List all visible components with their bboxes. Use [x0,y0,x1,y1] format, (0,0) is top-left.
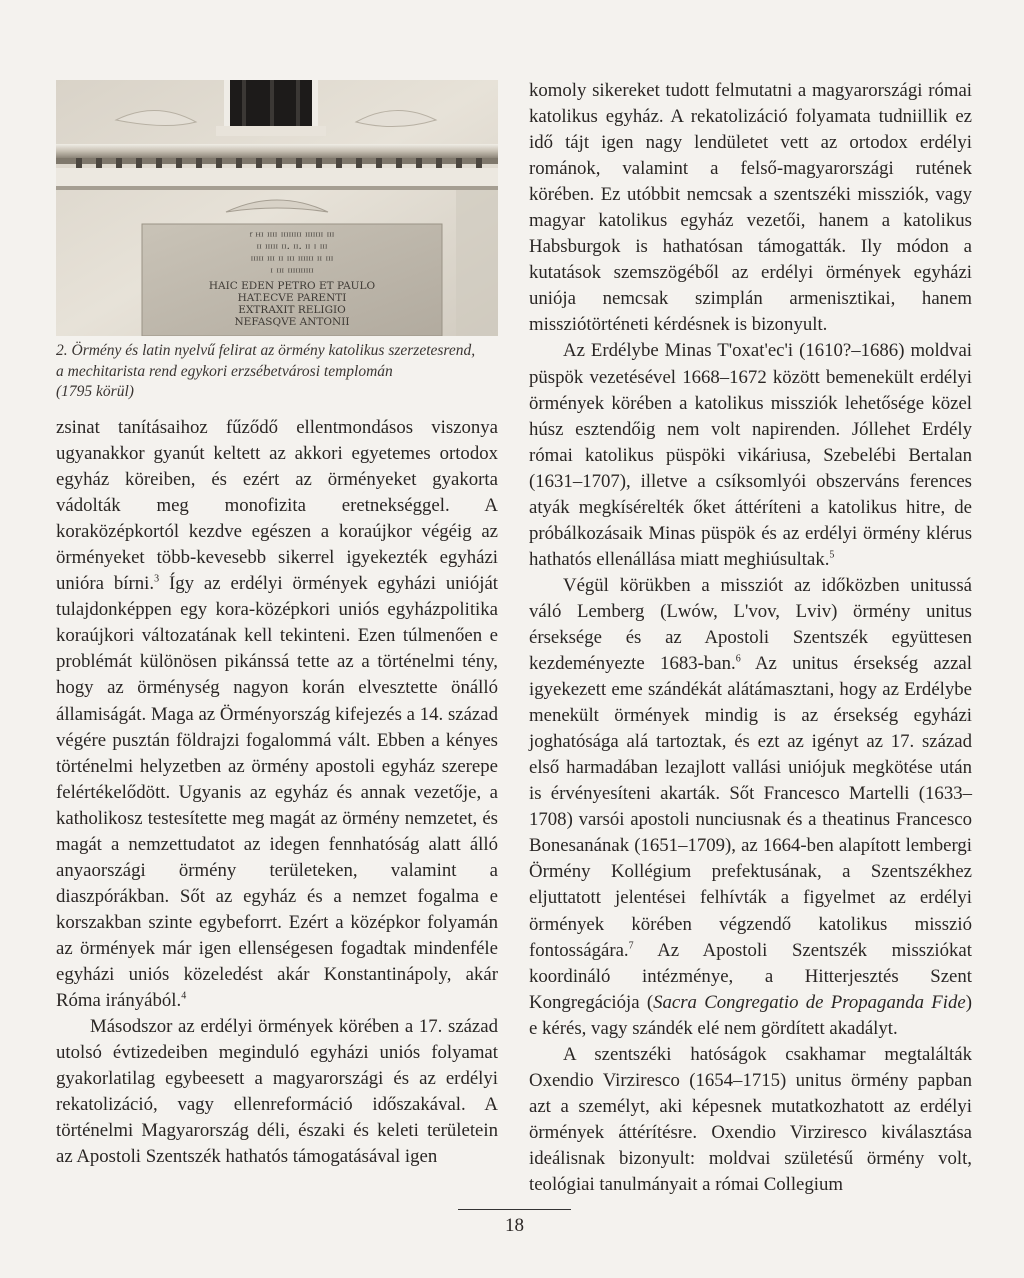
paragraph-text: zsinat tanításaihoz fűződő ellentmondásos viszonya ugyanakkor gyanút keltett az akkori egyetemes ortodox egyház köreiben, és ezért az örményeket gyakorta vádolták meg monofizita eretnekséggel. A koraközépkortól kezdve egészen a koraújkor végéig az örményeket több-kevesebb sikerrel igyekezték egyházi unióra bírni. [56,417,498,595]
inscription-line: ᴵᴵ ᴵᴵᴵᴵᴵ ᴵᴵ· ᴵᴵ· ᴵᴵ ᴵ ᴵᴵᴵ [256,243,328,255]
paragraph: A szentszéki hatóságok csakhamar megtalálták Oxendio Virziresco (1654–1715) unitus örmény papban azt a személyt, aki képesnek mutatkozhatott az erdélyi örmények áttérítésre. Oxendio Virziresco kiválasztása ideálisnak bizonyult: moldvai születésű örmény volt, teológiai tanulmányait a római Collegium [529,1043,972,1195]
inscription-line: HAIC EDEN PETRO ET PAULO [208,280,376,292]
footnote-ref: 6 [735,653,741,665]
paragraph [529,338,972,572]
paragraph-text: ) e kérés, vagy szándék elé nem gördített akadályt. [529,991,972,1039]
page-number: 18 [505,1215,524,1236]
inscription-line: EXTRAXIT RELIGIO [238,304,346,316]
inscription-line: ᴵᴵᴵᴵᴵ ᴵᴵᴵ ᴵᴵ ᴵᴵᴵ ᴵᴵᴵᴵᴵᴵ ᴵᴵ ᴵᴵᴵ [250,255,334,267]
inscription-line: ᶠ ᴴᴵ ᴵᴵᴵᴵ ᴵᴵᴵᴵᴵᴵᴵᴵ ᴵᴵᴵᴵᴵᴵᴵ ᴵᴵᴵ [249,231,335,243]
inscription-line: ᴵ ᴵᴵᴵ ᴵᴵᴵᴵᴵᴵᴵᴵᴵᴵ [270,267,314,279]
footnote-ref: 3 [154,574,160,586]
paragraph-text: Így az erdélyi örmények egyházi unióját tulajdonképpen egy kora-középkori uniós egyházpolitika koraújkori változatának kell tekinteni. Ezen túlmenően e problémát különösen pikánssá tette az a történelmi tény, hogy az örménység nagyon korán elvesztette önálló államiságát. Maga az Örményország kifejezés a 14. század végére pusztán földrajzi fogalommá vált. Ebben a kényes történelmi helyzetben az örmény apostoli egyház szerepe felértékelődött. Ugyanis az egyház és annak vezetője, a katholikosz testesítette meg magát az örmény nemzetet, és magát a nemzettudatot az idegen fennhatóság alatt álló anyaországi örmény területeken, valamint a diaszpórákban. Sőt az egyház és a nemzet fogalma e korszakban szinte egybeforrt. Ezért a középkor folyamán az örmények már igen ellenségesen fogadtak mindenféle egyházi uniós közeledést akár Konstantinápoly, akár Róma irányából. [56,573,499,1012]
inscription-line: NEFASQVE ANTONII [234,316,350,328]
left-text-column [56,415,498,1170]
footnote-ref: 4 [181,990,187,1002]
paragraph [56,415,498,1014]
footnote-ref: 5 [829,549,835,561]
paragraph: Másodszor az erdélyi örmények körében a 17. század utolsó évtizedeiben meginduló egyházi uniós folyamat gyakorlatilag egybeesett a magyarországi és az erdélyi rekatolizáció, vagy ellenreformáció időszakával. A történelmi Magyarország déli, északi és keleti területein az Apostoli Szentszék hathatós támogatásával igen [56,1016,498,1168]
paragraph [529,573,972,1042]
right-text-column [529,78,972,1198]
caption-line: Örmény és latin nyelvű felirat az örmény katolikus szerzetesrend, [71,342,476,359]
paragraph-text: Az unitus érsekség azzal igyekezett eme szándékát alátámasztani, hogy az Erdélybe menekült örmények mindig is az érsekség egyházi joghatósága alá tartoztak, és ezt az igényt az 17. század első harmadában lezajlott vallási uniójuk megkötése után is érvényesíteni akarták. Sőt Francesco Martelli (1633–1708) varsói apostoli nunciusnak és a theatinus Francesco Bonesanának (1651–1709), az 1664-ben alapított lembergi Örmény Kollégium prefektusának, a Szentszékhez eljuttatott jelentései felhívták a figyelmet az erdélyi örmények körében végzendő katolikus misszió fontosságára. [529,653,972,961]
caption-line: a mechitarista rend egykori erzsébetvárosi templomán [56,362,393,380]
latin-title: Sacra Congregatio de Propaganda Fide [653,991,966,1013]
caption-line: (1795 körül) [56,383,134,400]
inscription-line: HAT.ECVE PARENTI [237,292,347,304]
paragraph-text: Az Erdélybe Minas T'oxat'ec'i (1610?–1686) moldvai püspök vezetésével 1668–1672 között bemenekült erdélyi örmények körében a katolikus missziók lehetősége közel húsz esztendőig nem volt napirenden. Jóllehet Erdély római katolikus püspöki vikáriusa, Szebelébi Bertalan (1631–1707), illetve a csíksomlyói obszerváns ferences atyák megkísérelték őket áttéríteni a katolikus hitre, de próbálkozásaik Minas püspök és az erdélyi örmény klérus hathatós ellenállása miatt meghiúsultak. [529,340,972,570]
inscription-photo [56,80,498,336]
footnote-ref: 7 [628,940,634,952]
caption-number: 2. [56,342,68,359]
paragraph: komoly sikereket tudott felmutatni a magyarországi római katolikus egyház. A rekatolizáció folyamata tudniillik ez idő tájt igen nagy lendületet vett az ortodox erdélyi románok, valamint a felső-magyarországi rutének körében. Ez utóbbit nemcsak a szentszéki missziók, vagy magyar katolikus egyház vezetői, hanem a katolikus Habsburgok is hathatósan támogatták. Ily módon a kutatások szemszögéből az erdélyi örmények egyházi uniója nemcsak szimplán armenisztikai, hanem missziótörténeti kérdésnek is bizonyult. [529,80,972,336]
figure-caption [56,341,506,403]
inscription-photo-drawing [56,80,498,336]
paragraph-text: Végül körükben a missziót az időközben unitussá váló Lemberg (Lwów, L'vov, Lviv) örmény unitus érseksége és az Apostoli Szentszék együttesen kezdeményezte 1683-ban. [529,574,972,675]
paragraph-text: Az Apostoli Szentszék missziókat koordináló intézménye, a Hitterjesztés Szent Kongregációja ( [529,939,972,1013]
